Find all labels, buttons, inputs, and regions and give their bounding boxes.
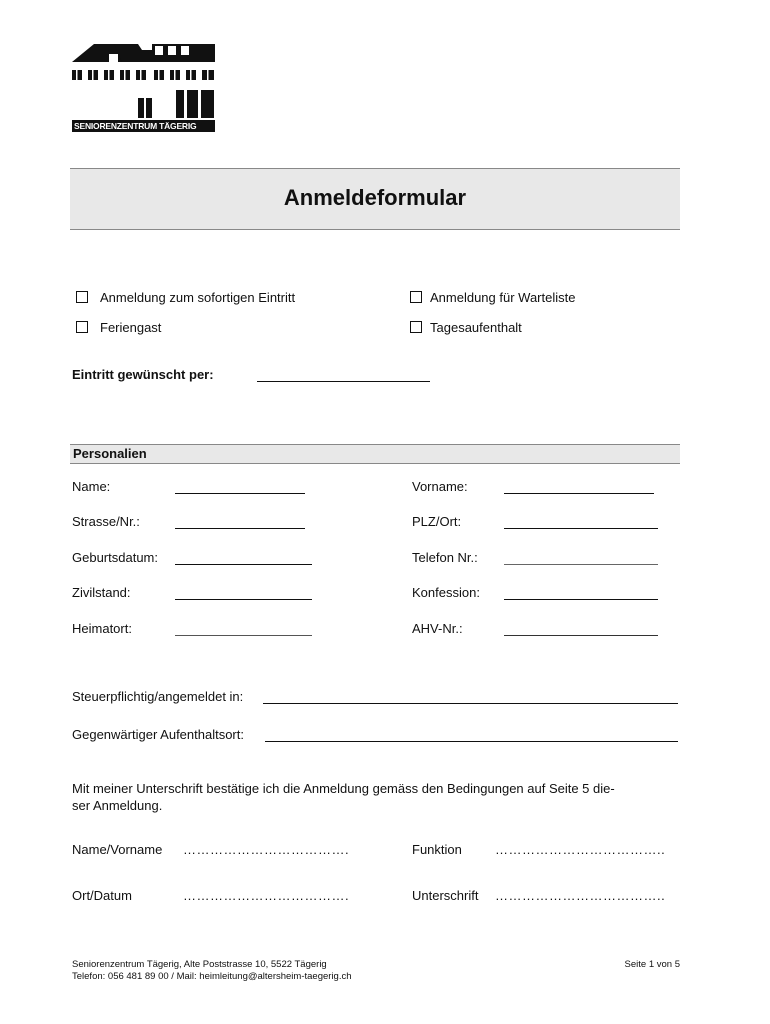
entry-date-label: Eintritt gewünscht per: [72,367,214,382]
page-title: Anmeldeformular [283,185,467,210]
footer-address [72,959,352,983]
strasse-field[interactable] [175,528,305,529]
checkbox-immediate[interactable] [76,291,88,303]
unterschrift-field[interactable]: ……………………………….. [495,888,666,903]
option-holiday-guest-label: Feriengast [100,320,162,335]
name-vorname-field[interactable]: ………………………………. [183,842,350,857]
ahv-label: AHV-Nr.: [412,621,463,636]
ahv-field[interactable] [504,635,658,636]
confirmation-text: Mit meiner Unterschrift bestätige ich die Anmeldung gemäss den Bedingungen auf Seite 5 die- ser Anmeldung. [72,781,615,813]
telefon-label: Telefon Nr.: [412,550,478,565]
checkbox-holiday-guest[interactable] [76,321,88,333]
section-header [70,444,680,464]
vorname-field[interactable] [504,493,654,494]
footer-line-1: Seniorenzentrum Tägerig, Alte Poststrasse 10, 5522 Tägerig [72,959,327,970]
plz-label: PLZ/Ort: [412,514,462,529]
ort-datum-field[interactable]: ………………………………. [183,888,350,903]
strasse-label: Strasse/Nr.: [72,514,140,529]
name-field[interactable] [175,493,305,494]
zivilstand-field[interactable] [175,599,312,600]
steuer-field[interactable] [263,703,678,704]
aufenthalt-label: Gegenwärtiger Aufenthaltsort: [72,727,244,742]
vorname-label: Vorname: [412,479,468,494]
heimatort-field[interactable] [175,635,312,636]
option-day-stay-label: Tagesaufenthalt [430,320,522,335]
footer-line-2: Telefon: 056 481 89 00 / Mail: heimleitung@altersheim-taegerig.ch [72,971,352,982]
option-waitlist-label: Anmeldung für Warteliste [430,290,576,305]
konfession-label: Konfession: [412,585,480,600]
aufenthalt-field[interactable] [265,741,678,742]
konfession-field[interactable] [504,599,658,600]
funktion-field[interactable]: ……………………………….. [495,842,666,857]
name-label: Name: [72,479,111,494]
title-bar [70,168,680,230]
steuer-label: Steuerpflichtig/angemeldet in: [72,689,244,704]
plz-field[interactable] [504,528,658,529]
ort-datum-label: Ort/Datum [72,888,132,903]
heimatort-label: Heimatort: [72,621,132,636]
logo-text: SENIORENZENTRUM TÄGERIG [74,121,197,131]
checkbox-waitlist[interactable] [410,291,422,303]
logo [72,42,215,132]
building-logo-graphic [72,42,215,132]
entry-date-field[interactable] [257,381,430,382]
name-vorname-label: Name/Vorname [72,842,163,857]
geburtsdatum-label: Geburtsdatum: [72,550,158,565]
geburtsdatum-field[interactable] [175,564,312,565]
option-immediate-label: Anmeldung zum sofortigen Eintritt [100,290,296,305]
unterschrift-label: Unterschrift [412,888,479,903]
checkbox-day-stay[interactable] [410,321,422,333]
section-title: Personalien [73,446,147,461]
zivilstand-label: Zivilstand: [72,585,131,600]
funktion-label: Funktion [412,842,462,857]
footer-page-number: Seite 1 von 5 [624,959,680,970]
telefon-field[interactable] [504,564,658,565]
